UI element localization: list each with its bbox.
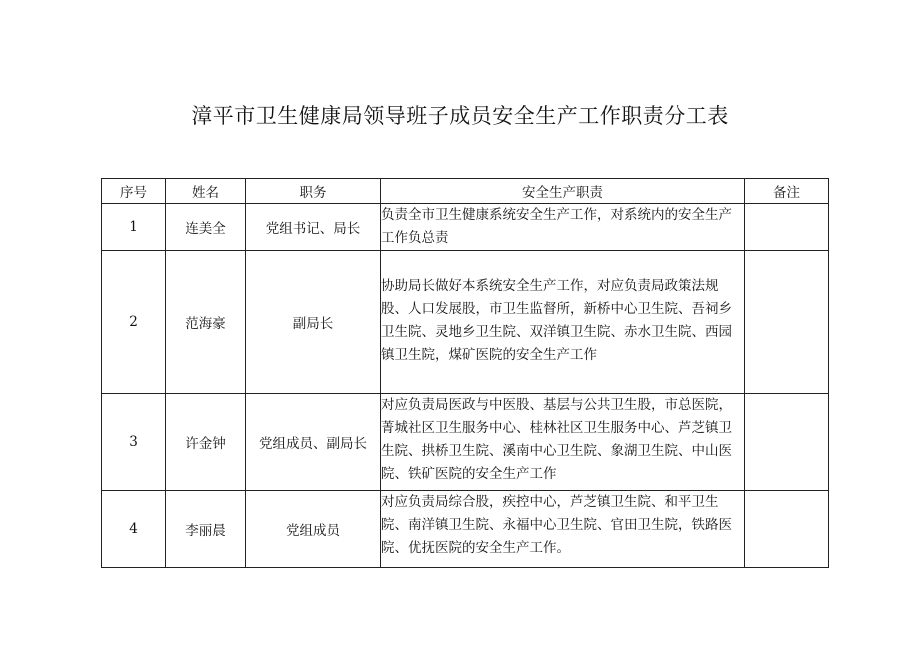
cell-name: 连美全 xyxy=(166,204,246,251)
cell-duty: 对应负责局综合股，疾控中心，芦芝镇卫生院、和平卫生院、南洋镇卫生院、永福中心卫生院、官田卫生院，铁路医院、优抚医院的安全生产工作。 xyxy=(381,491,745,568)
table-row xyxy=(102,394,829,491)
header-position: 职务 xyxy=(246,179,381,204)
table-header-row xyxy=(102,179,829,204)
header-index: 序号 xyxy=(102,179,166,204)
cell-duty: 对应负责局医政与中医股、基层与公共卫生股，市总医院，菁城社区卫生服务中心、桂林社区卫生服务中心、芦芝镇卫生院、拱桥卫生院、溪南中心卫生院、象湖卫生院、中山医院、铁矿医院的安全生产工作 xyxy=(381,394,745,491)
cell-name: 范海豪 xyxy=(166,251,246,394)
header-name: 姓名 xyxy=(166,179,246,204)
cell-remark xyxy=(745,491,829,568)
cell-index: 2 xyxy=(102,251,166,394)
header-remark: 备注 xyxy=(745,179,829,204)
table-row xyxy=(102,204,829,251)
cell-position: 党组成员、副局长 xyxy=(246,394,381,491)
cell-remark xyxy=(745,251,829,394)
cell-index: 4 xyxy=(102,491,166,568)
header-duty: 安全生产职责 xyxy=(381,179,745,204)
cell-index: 1 xyxy=(102,204,166,251)
cell-index: 3 xyxy=(102,394,166,491)
cell-position: 党组书记、局长 xyxy=(246,204,381,251)
table-row xyxy=(102,251,829,394)
cell-position: 党组成员 xyxy=(246,491,381,568)
cell-name: 李丽晨 xyxy=(166,491,246,568)
cell-name: 许金钟 xyxy=(166,394,246,491)
cell-duty: 负责全市卫生健康系统安全生产工作，对系统内的安全生产工作负总责 xyxy=(381,204,745,251)
cell-position: 副局长 xyxy=(246,251,381,394)
duty-table xyxy=(101,178,829,568)
table-row xyxy=(102,491,829,568)
page-title: 漳平市卫生健康局领导班子成员安全生产工作职责分工表 xyxy=(191,104,729,128)
cell-remark xyxy=(745,204,829,251)
cell-duty: 协助局长做好本系统安全生产工作，对应负责局政策法规股、人口发展股，市卫生监督所，新桥中心卫生院、吾祠乡卫生院、灵地乡卫生院、双洋镇卫生院、赤水卫生院、西园镇卫生院，煤矿医院的安全生产工作 xyxy=(381,251,745,394)
cell-remark xyxy=(745,394,829,491)
